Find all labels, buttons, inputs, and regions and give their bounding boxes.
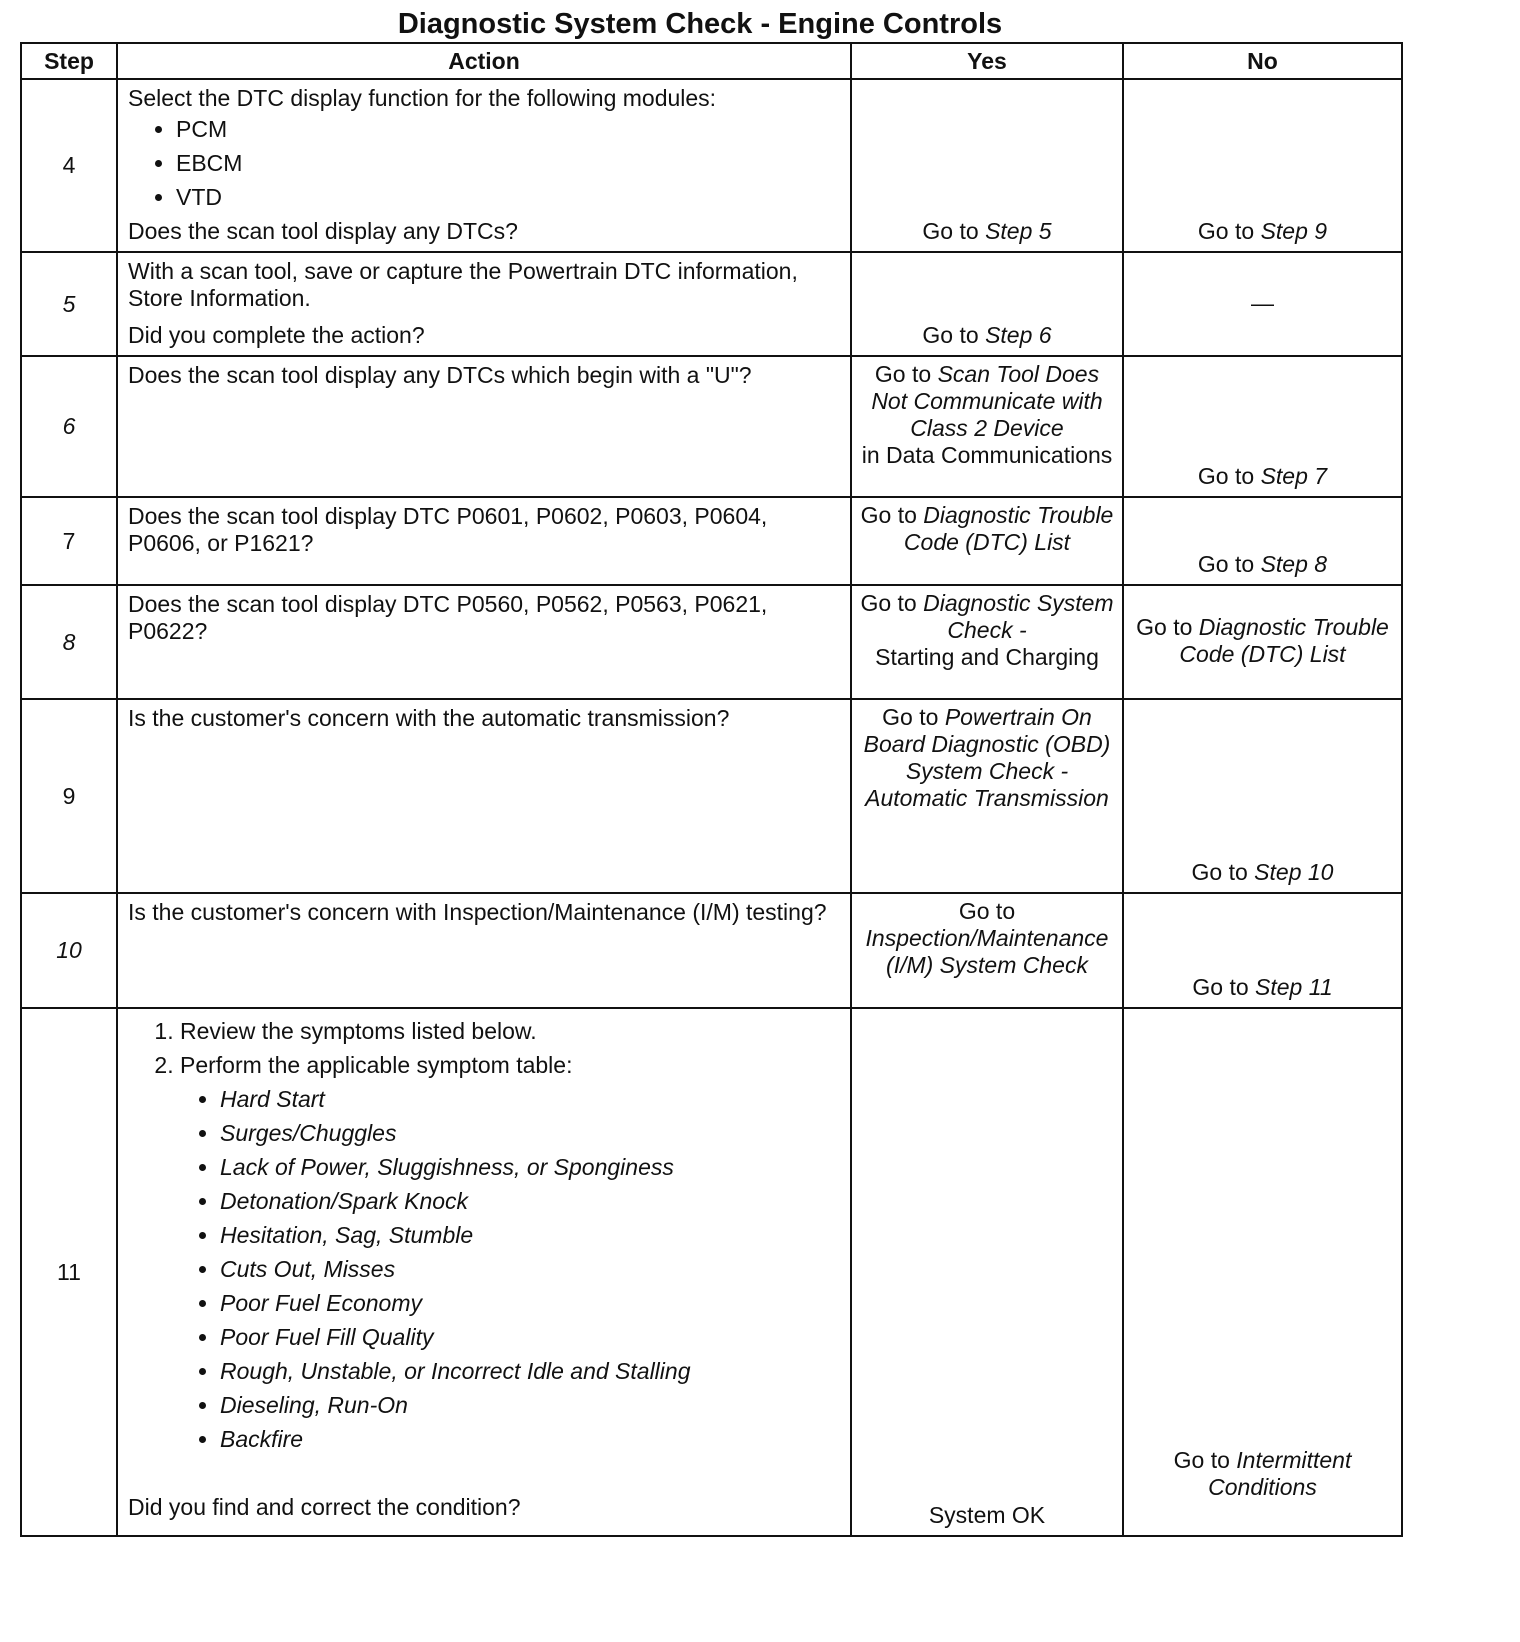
- action-cell: [117, 497, 851, 585]
- step-number: 4: [21, 79, 117, 252]
- step-number: 9: [21, 699, 117, 893]
- step-number: 11: [21, 1008, 117, 1536]
- list-item: 1. Review the symptoms listed below.: [180, 1018, 840, 1045]
- no-cell: Go to Step 7: [1123, 356, 1402, 497]
- action-cell: [117, 79, 851, 252]
- yes-link[interactable]: Inspection/Maintenance (I/M) System Check: [865, 925, 1109, 978]
- yes-cell: Go to Diagnostic Trouble Code (DTC) List: [851, 497, 1123, 585]
- symptom-link[interactable]: • Backfire: [220, 1426, 840, 1453]
- yes-cell: Go to Inspection/Maintenance (I/M) System Check: [851, 893, 1123, 1008]
- header-step: Step: [21, 43, 117, 79]
- symptom-link[interactable]: • Detonation/Spark Knock: [220, 1188, 840, 1215]
- no-link[interactable]: Step 11: [1255, 974, 1333, 1000]
- table-row: [21, 1008, 1402, 1536]
- yes-link[interactable]: Step 6: [985, 322, 1052, 348]
- no-link[interactable]: Diagnostic Trouble Code (DTC) List: [1179, 614, 1389, 667]
- yes-cell: Go to Step 6: [851, 252, 1123, 356]
- yes-cell: System OK: [851, 1008, 1123, 1536]
- symptom-link[interactable]: • Cuts Out, Misses: [220, 1256, 840, 1283]
- yes-cell: Go to Diagnostic System Check - Starting and Charging: [851, 585, 1123, 699]
- symptom-link[interactable]: • Lack of Power, Sluggishness, or Sponginess: [220, 1154, 840, 1181]
- no-cell: Go to Step 8: [1123, 497, 1402, 585]
- action-cell: [117, 252, 851, 356]
- list-item: • PCM: [176, 116, 840, 143]
- table-row: [21, 252, 1402, 356]
- page-title: Diagnostic System Check - Engine Controls: [397, 8, 1003, 40]
- list-item: • EBCM: [176, 150, 840, 177]
- yes-cell: Go to Step 5: [851, 79, 1123, 252]
- table-row: [21, 699, 1402, 893]
- action-question: Did you complete the action?: [128, 322, 425, 348]
- step-number: 8: [21, 585, 117, 699]
- header-no: No: [1123, 43, 1402, 79]
- table-header-row: [21, 43, 1402, 79]
- action-cell: [117, 893, 851, 1008]
- symptom-link[interactable]: • Hard Start: [220, 1086, 840, 1113]
- no-link[interactable]: Step 7: [1260, 463, 1328, 489]
- symptom-list: [180, 1086, 840, 1453]
- no-cell: Go to Step 9: [1123, 79, 1402, 252]
- yes-link[interactable]: Step 5: [985, 218, 1052, 244]
- yes-cell: Go to Powertrain On Board Diagnostic (OBD) System Check - Automatic Transmission: [851, 699, 1123, 893]
- yes-cell: Go to Scan Tool Does Not Communicate with Class 2 Device in Data Communications: [851, 356, 1123, 497]
- table-row: [21, 585, 1402, 699]
- no-cell: Go to Step 10: [1123, 699, 1402, 893]
- action-question: Is the customer's concern with Inspection/Maintenance (I/M) testing?: [128, 899, 827, 925]
- action-question: Is the customer's concern with the automatic transmission?: [128, 705, 730, 731]
- action-cell: [117, 585, 851, 699]
- action-text: With a scan tool, save or capture the Powertrain DTC information, Store Information.: [128, 258, 798, 311]
- header-action: Action: [117, 43, 851, 79]
- list-item: 2. Perform the applicable symptom table: • Hard Start • Surges/Chuggles • Lack of Power, Sluggishness, or Sponginess • Detonation/Spark Knock • Hesitation, Sag, Stumble • Cuts Out, Misses • Poor Fuel Economy • Poor Fuel Fill Quality • Rough, Unstable, or Incorrect Idle and Stalling • Dieseling, Run-On • Backfire: [180, 1052, 840, 1453]
- table-row: [21, 79, 1402, 252]
- no-cell: Go to Diagnostic Trouble Code (DTC) List: [1123, 585, 1402, 699]
- no-cell: Go to Step 11: [1123, 893, 1402, 1008]
- table-row: [21, 356, 1402, 497]
- symptom-link[interactable]: • Hesitation, Sag, Stumble: [220, 1222, 840, 1249]
- action-cell: [117, 699, 851, 893]
- step-number: 10: [21, 893, 117, 1008]
- action-question: Does the scan tool display any DTCs which begin with a "U"?: [128, 362, 752, 388]
- list-item: • VTD: [176, 184, 840, 211]
- yes-link[interactable]: Diagnostic System Check -: [923, 590, 1114, 643]
- symptom-link[interactable]: • Dieseling, Run-On: [220, 1392, 840, 1419]
- symptom-link[interactable]: • Poor Fuel Fill Quality: [220, 1324, 840, 1351]
- symptom-link[interactable]: • Rough, Unstable, or Incorrect Idle and Stalling: [220, 1358, 840, 1385]
- action-question: Does the scan tool display DTC P0601, P0602, P0603, P0604, P0606, or P1621?: [128, 503, 768, 556]
- no-link[interactable]: Step 10: [1254, 859, 1334, 885]
- table-row: [21, 893, 1402, 1008]
- no-cell: —: [1123, 252, 1402, 356]
- yes-link[interactable]: Diagnostic Trouble Code (DTC) List: [903, 502, 1114, 555]
- action-question: Does the scan tool display DTC P0560, P0562, P0563, P0621, P0622?: [128, 591, 768, 644]
- yes-link[interactable]: Powertrain On Board Diagnostic (OBD) System Check - Automatic Transmission: [863, 704, 1111, 811]
- no-link[interactable]: Step 8: [1260, 551, 1328, 577]
- step-number: 5: [21, 252, 117, 356]
- symptom-link[interactable]: • Surges/Chuggles: [220, 1120, 840, 1147]
- diagnostic-table: [20, 42, 1403, 1537]
- action-question: Did you find and correct the condition?: [128, 1494, 521, 1520]
- module-list: [128, 116, 840, 211]
- action-cell: [117, 356, 851, 497]
- yes-link[interactable]: Scan Tool Does Not Communicate with Class 2 Device: [871, 361, 1103, 441]
- action-question: Does the scan tool display any DTCs?: [128, 218, 518, 244]
- no-cell: Go to Intermittent Conditions: [1123, 1008, 1402, 1536]
- procedure-list: [128, 1018, 840, 1453]
- no-link[interactable]: Intermittent Conditions: [1208, 1447, 1352, 1500]
- header-yes: Yes: [851, 43, 1123, 79]
- action-cell: [117, 1008, 851, 1536]
- table-row: [21, 497, 1402, 585]
- step-number: 7: [21, 497, 117, 585]
- no-link[interactable]: Step 9: [1260, 218, 1328, 244]
- symptom-link[interactable]: • Poor Fuel Economy: [220, 1290, 840, 1317]
- step-number: 6: [21, 356, 117, 497]
- action-text: Select the DTC display function for the following modules:: [128, 85, 717, 111]
